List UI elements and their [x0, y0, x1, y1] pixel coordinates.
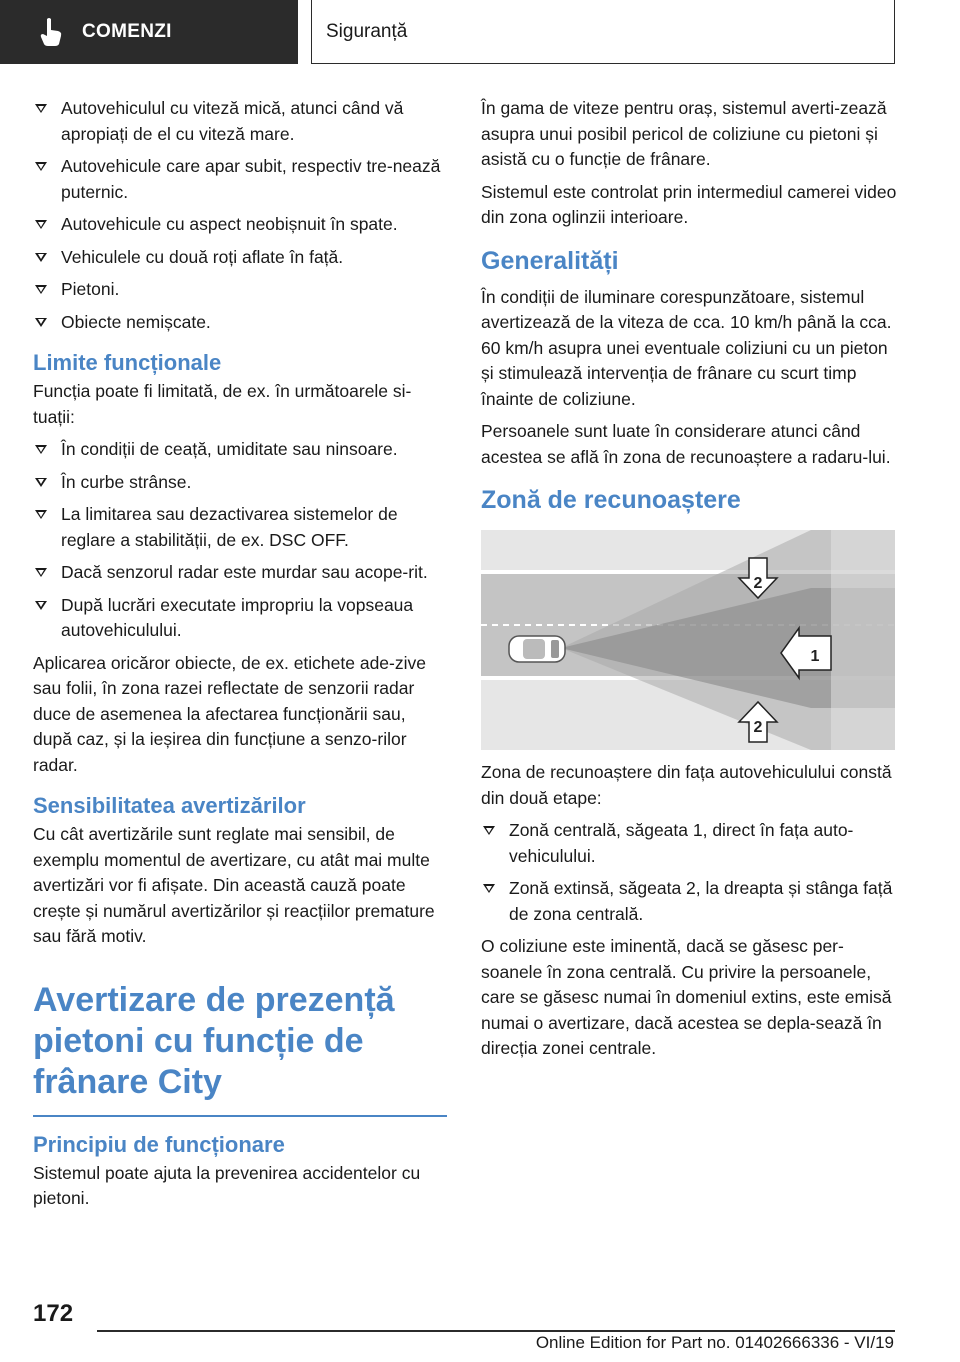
triangle-bullet-icon — [35, 478, 47, 487]
right-column — [481, 96, 897, 1069]
triangle-bullet-icon — [483, 884, 495, 893]
limits-heading: Limite funcționale — [33, 350, 222, 375]
section-label: Siguranță — [326, 20, 408, 42]
principle-heading: Principiu de funcționare — [33, 1131, 285, 1157]
triangle-bullet-icon — [35, 220, 47, 229]
list-item: Autovehicule cu aspect neobișnuit în spate. — [33, 212, 449, 238]
triangle-bullet-icon — [35, 568, 47, 577]
svg-text:1: 1 — [810, 648, 820, 665]
list-item: După lucrări executate impropriu la vopseaua autovehiculului. — [33, 593, 449, 644]
limits-intro: Funcția poate fi limitată, de ex. în următoarele si-tuații: — [33, 381, 412, 427]
triangle-bullet-icon — [35, 318, 47, 327]
triangle-bullet-icon — [35, 104, 47, 113]
chapter-tab[interactable] — [0, 0, 298, 64]
list-item: În curbe strânse. — [33, 470, 449, 496]
list-item: Pietoni. — [33, 277, 449, 303]
svg-text:2: 2 — [753, 575, 763, 592]
footer-divider — [97, 1330, 895, 1332]
car-icon — [509, 636, 565, 662]
list-item: Dacă senzorul radar este murdar sau acope-rit. — [33, 560, 449, 586]
sensitivity-heading: Sensibilitatea avertizărilor — [33, 793, 306, 818]
left-column — [33, 96, 449, 1219]
triangle-bullet-icon — [35, 510, 47, 519]
main-heading: Avertizare de prezență pietoni cu funcție de frânare City — [33, 980, 447, 1117]
list-item: Obiecte nemișcate. — [33, 310, 449, 336]
list-item: Zonă centrală, săgeata 1, direct în fața auto-vehiculului. — [481, 818, 897, 869]
sensitivity-text: Cu cât avertizările sunt reglate mai sensibil, de exemplu momentul de avertizare, cu atât mai multe avertizări vor fi afișate. Din această cauză poate crește și numărul avertizărilor și reacțiilor premature sau fără motiv. — [33, 824, 435, 946]
list-item: Autovehiculul cu viteză mică, atunci când vă apropiați de el cu viteză mare. — [33, 96, 449, 147]
pointing-hand-icon — [38, 17, 64, 47]
general-paragraph-1: În condiții de iluminare corespunzătoare, sistemul avertizează de la viteza de cca. 10 km/h până la cca. 60 km/h asupra unei eventuale coliziuni cu un pieton și stimulează intervenția de frânare cu scurt timp înainte de coliziune. — [481, 286, 892, 409]
list-item: Autovehicule care apar subit, respectiv tre-nează puternic. — [33, 154, 449, 205]
page-number: 172 — [33, 1300, 74, 1327]
section-tab[interactable] — [311, 0, 895, 64]
intro-paragraph-1: În gama de viteze pentru oraș, sistemul averti-zează asupra unui posibil pericol de coliziune cu pietoni și asistă cu o funcție de frânare. — [481, 98, 887, 169]
general-heading: Generalități — [481, 246, 619, 275]
intro-paragraph-2: Sistemul este controlat prin intermediul camerei video din zona oglinzii interioare. — [481, 181, 897, 227]
chapter-label: COMENZI — [82, 21, 172, 42]
svg-text:2: 2 — [753, 719, 763, 736]
principle-text: Sistemul poate ajuta la prevenirea accidentelor cu pietoni. — [33, 1162, 421, 1208]
detection-zone-illustration — [481, 530, 895, 750]
list-item: La limitarea sau dezactivarea sistemelor de reglare a stabilității, de ex. DSC OFF. — [33, 502, 449, 553]
edition-text: Online Edition for Part no. 01402666336 - VI/19 — [535, 1333, 894, 1352]
list-item: Vehiculele cu două roți aflate în față. — [33, 245, 449, 271]
zone-heading: Zonă de recunoaștere — [481, 486, 741, 514]
zone-outro: O coliziune este iminentă, dacă se găsesc per-soanele în zona centrală. Cu privire la persoanele, care se găsesc numai în domeniul extins, este emisă numai o avertizare, dacă acestea se depla-sează în direcția zonei centrale. — [481, 936, 892, 1058]
triangle-bullet-icon — [483, 826, 495, 835]
list-item: Zonă extinsă, săgeata 2, la dreapta și stânga față de zona centrală. — [481, 876, 897, 927]
triangle-bullet-icon — [35, 601, 47, 610]
general-paragraph-2: Persoanele sunt luate în considerare atunci când acestea se află în zona de recunoaștere a radaru-lui. — [481, 421, 891, 467]
limits-outro: Aplicarea oricăror obiecte, de ex. etichete ade-zive sau folii, în zona razei reflectate de senzorii radar duce de asemenea la afectarea funcționării sau, după caz, și la ieșirea din funcțiune a senzo-rilor radar. — [33, 652, 426, 775]
list-item: În condiții de ceață, umiditate sau ninsoare. — [33, 437, 449, 463]
triangle-bullet-icon — [35, 253, 47, 262]
triangle-bullet-icon — [35, 445, 47, 454]
triangle-bullet-icon — [35, 285, 47, 294]
zone-intro: Zona de recunoaștere din fața autovehiculului constă din două etape: — [481, 762, 892, 808]
triangle-bullet-icon — [35, 162, 47, 171]
